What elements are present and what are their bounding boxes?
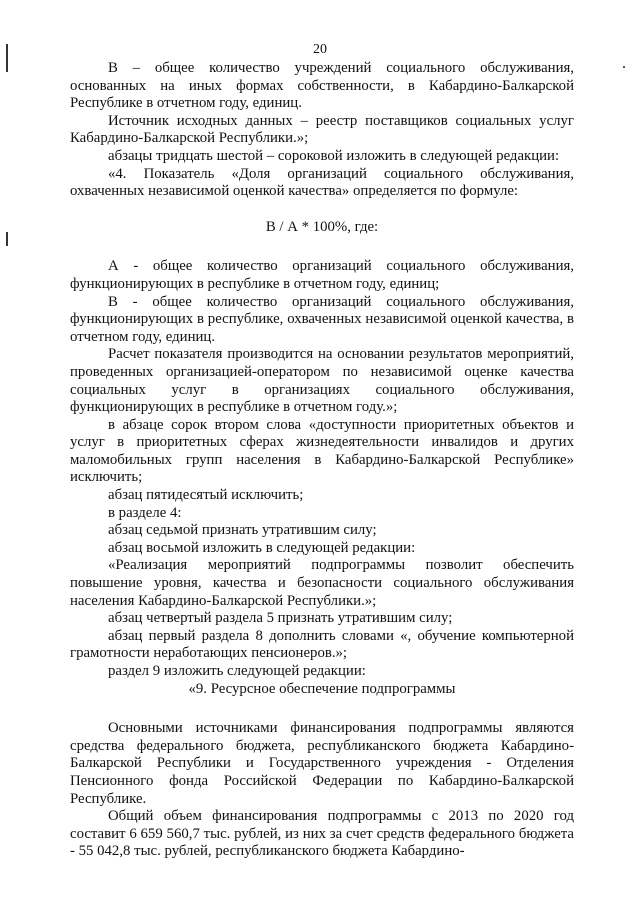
paragraph: абзац пятидесятый исключить;	[108, 487, 304, 504]
paragraph: абзац первый раздела 8 дополнить словами «, обучение компьютерной грамотности неработающих пенсионеров.»;	[70, 627, 574, 662]
paragraph: абзац четвертый раздела 5 признать утратившим силу;	[108, 610, 453, 627]
paragraph: «4. Показатель «Доля организаций социального обслуживания, охваченных независимой оценкой качества» определяется по формуле:	[70, 165, 574, 200]
formula: В / А * 100%, где:	[265, 218, 379, 235]
paragraph: абзац седьмой признать утратившим силу;	[108, 522, 377, 539]
paragraph: Общий объем финансирования подпрограммы с 2013 по 2020 год составит 6 659 560,7 тыс. рублей, из них за счет средств федерального бюджета - 55 042,8 тыс. рублей, республиканского бюджета Кабардино-	[70, 808, 574, 860]
document-body	[70, 60, 574, 861]
paragraph: Источник исходных данных – реестр поставщиков социальных услуг Кабардино-Балкарской Республики.»;	[70, 112, 574, 147]
paragraph: В - общее количество организаций социального обслуживания, функционирующих в республике, охваченных независимой оценкой качества, в отчетном году, единиц.	[70, 293, 574, 345]
paragraph: А - общее количество организаций социального обслуживания, функционирующих в республике в отчетном году, единиц;	[70, 258, 574, 292]
paragraph: раздел 9 изложить следующей редакции:	[108, 663, 366, 679]
paragraph: Расчет показателя производится на основании результатов мероприятий, проведенных организацией-оператором по независимой оценке качества социальных услуг в организациях социального обслуживания, функционирующих в республике в отчетном году.»;	[70, 346, 574, 416]
paragraph: Основными источниками финансирования подпрограммы являются средства федерального бюджета, республиканского бюджета Кабардино-Балкарской Республики и Государственного учреждения - Отделения Пенсионного фонда Российской Федерации по Кабардино-Балкарской Республике.	[70, 720, 574, 807]
paragraph: в разделе 4:	[108, 504, 182, 521]
scan-margin-mark	[6, 232, 8, 246]
section-heading: «9. Ресурсное обеспечение подпрограммы	[188, 680, 456, 697]
page-number: 20	[313, 42, 327, 57]
scan-speck	[623, 66, 625, 68]
paragraph: абзацы тридцать шестой – сороковой изложить в следующей редакции:	[108, 147, 560, 164]
paragraph: «Реализация мероприятий подпрограммы позволит обеспечить повышение уровня, качества и безопасности социального обслуживания населения Кабардино-Балкарской Республики.»;	[70, 557, 574, 609]
paragraph: в абзаце сорок втором слова «доступности приоритетных объектов и услуг в приоритетных сферах жизнедеятельности инвалидов и других маломобильных групп населения в Кабардино-Балкарской Республике» исключить;	[70, 416, 574, 486]
paragraph: абзац восьмой изложить в следующей редакции:	[108, 539, 416, 556]
paragraph: В – общее количество учреждений социального обслуживания, основанных на иных формах собственности, в Кабардино-Балкарской Республике в отчетном году, единиц.	[70, 60, 574, 112]
